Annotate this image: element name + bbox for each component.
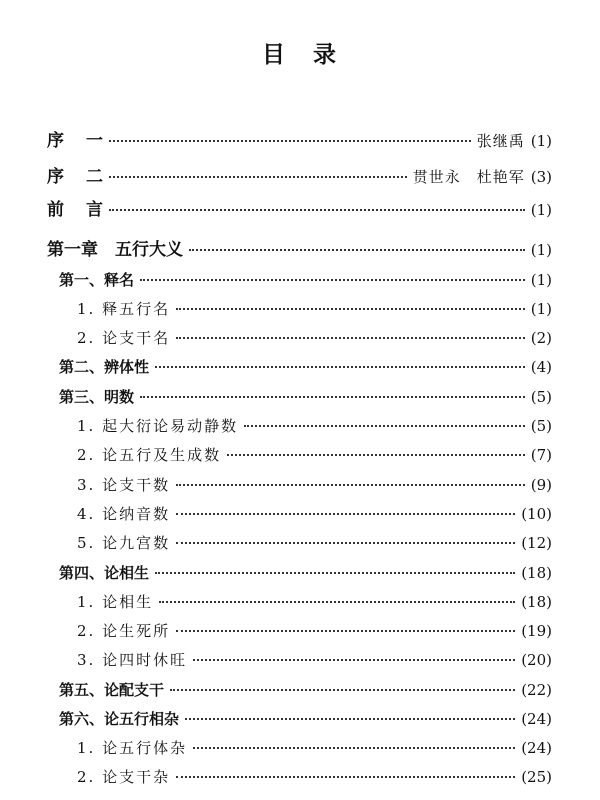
toc-entry-label: 第三、明数 xyxy=(59,388,135,406)
toc-entry-page: (1) xyxy=(530,201,552,219)
toc-entry-label: 序 一 xyxy=(47,131,103,151)
toc-entry-subsection[interactable] xyxy=(77,770,552,785)
toc-entry-label: 2. 论生死所 xyxy=(77,622,171,640)
toc-entry-page: (5) xyxy=(530,388,552,406)
toc-entry-author: 张继禹 xyxy=(476,132,525,150)
toc-entry-chapter-1[interactable] xyxy=(47,242,552,259)
toc-entry-subsection[interactable] xyxy=(77,302,552,317)
toc-entry-page: (3) xyxy=(530,168,552,186)
title-char-1: 目 xyxy=(262,42,287,68)
dot-leader xyxy=(227,453,525,456)
toc-entry-page: (18) xyxy=(521,564,552,582)
dot-leader xyxy=(193,746,515,749)
toc-entry-subsection[interactable] xyxy=(77,331,552,346)
toc-entry-page: (24) xyxy=(521,739,552,757)
toc-entry-page: (24) xyxy=(521,710,552,728)
dot-leader xyxy=(109,208,525,211)
toc-entry-subsection[interactable] xyxy=(77,448,552,463)
toc-entry-page: (18) xyxy=(521,593,552,611)
toc-entry-preface-1[interactable] xyxy=(47,133,552,150)
toc-entry-page: (25) xyxy=(521,768,552,786)
toc-entry-preface-2[interactable] xyxy=(47,169,552,186)
toc-entry-subsection[interactable] xyxy=(77,507,552,522)
toc-entry-label: 5. 论九宫数 xyxy=(77,534,171,552)
toc-entry-subsection[interactable] xyxy=(77,478,552,493)
toc-entry-page: (4) xyxy=(530,358,552,376)
dot-leader xyxy=(140,278,525,281)
dot-leader xyxy=(155,571,515,574)
toc-entry-label: 4. 论纳音数 xyxy=(77,505,171,523)
toc-entry-label: 2. 论支干杂 xyxy=(77,768,171,786)
toc-entry-label: 1. 论相生 xyxy=(77,593,154,611)
toc-entry-label: 3. 论支干数 xyxy=(77,476,171,494)
toc-entry-label: 2. 论五行及生成数 xyxy=(77,446,222,464)
toc-entry-section[interactable] xyxy=(59,683,552,698)
toc-entry-page: (7) xyxy=(530,446,552,464)
title-char-2: 录 xyxy=(313,42,338,68)
toc-entry-page: (9) xyxy=(530,476,552,494)
dot-leader xyxy=(176,336,525,339)
toc-entry-page: (1) xyxy=(530,300,552,318)
dot-leader xyxy=(159,600,515,603)
toc-entry-page: (1) xyxy=(530,241,552,259)
toc-entry-section[interactable] xyxy=(59,360,552,375)
toc-entry-label: 3. 论四时休旺 xyxy=(77,651,188,669)
toc-entry-label: 1. 释五行名 xyxy=(77,300,171,318)
toc-entry-label: 2. 论支干名 xyxy=(77,329,171,347)
toc-entry-section[interactable] xyxy=(59,712,552,727)
toc-entry-section[interactable] xyxy=(59,390,552,405)
toc-entry-page: (22) xyxy=(521,681,552,699)
toc-entry-page: (19) xyxy=(521,622,552,640)
dot-leader xyxy=(176,483,525,486)
toc-entry-label: 第一、释名 xyxy=(59,271,135,289)
toc-entry-section[interactable] xyxy=(59,566,552,581)
toc-entry-label: 序 二 xyxy=(47,167,103,187)
dot-leader xyxy=(176,629,515,632)
toc-entry-subsection[interactable] xyxy=(77,595,552,610)
dot-leader xyxy=(244,424,525,427)
dot-leader xyxy=(176,512,515,515)
toc-entry-label: 1. 起大衍论易动静数 xyxy=(77,417,239,435)
toc-entry-page: (20) xyxy=(521,651,552,669)
dot-leader xyxy=(170,688,515,691)
dot-leader xyxy=(189,248,525,251)
toc-entry-subsection[interactable] xyxy=(77,419,552,434)
dot-leader xyxy=(176,541,515,544)
dot-leader xyxy=(193,658,515,661)
toc-entry-section[interactable] xyxy=(59,273,552,288)
toc-entry-foreword[interactable] xyxy=(47,202,552,219)
toc-entry-subsection[interactable] xyxy=(77,536,552,551)
toc-entry-page: (1) xyxy=(530,271,552,289)
toc-entry-label: 第一章 五行大义 xyxy=(47,240,183,260)
toc-entry-label: 第四、论相生 xyxy=(59,564,150,582)
toc-entry-page: (10) xyxy=(521,505,552,523)
toc-entry-page: (5) xyxy=(530,417,552,435)
dot-leader xyxy=(176,307,525,310)
toc-entry-author: 贯世永 杜艳军 xyxy=(412,168,525,186)
toc-entry-label: 第五、论配支干 xyxy=(59,681,165,699)
toc-entry-page: (12) xyxy=(521,534,552,552)
toc-entry-subsection[interactable] xyxy=(77,741,552,756)
dot-leader xyxy=(185,717,515,720)
toc-entry-label: 1. 论五行体杂 xyxy=(77,739,188,757)
toc-entry-page: (1) xyxy=(530,132,552,150)
toc-entry-label: 前 言 xyxy=(47,200,103,220)
dot-leader xyxy=(140,395,525,398)
dot-leader xyxy=(176,775,515,778)
dot-leader xyxy=(109,175,407,178)
toc-entry-label: 第二、辨体性 xyxy=(59,358,150,376)
toc-entry-page: (2) xyxy=(530,329,552,347)
toc-entry-subsection[interactable] xyxy=(77,653,552,668)
toc-entry-label: 第六、论五行相杂 xyxy=(59,710,180,728)
toc-entry-subsection[interactable] xyxy=(77,624,552,639)
dot-leader xyxy=(155,365,525,368)
dot-leader xyxy=(109,139,471,142)
